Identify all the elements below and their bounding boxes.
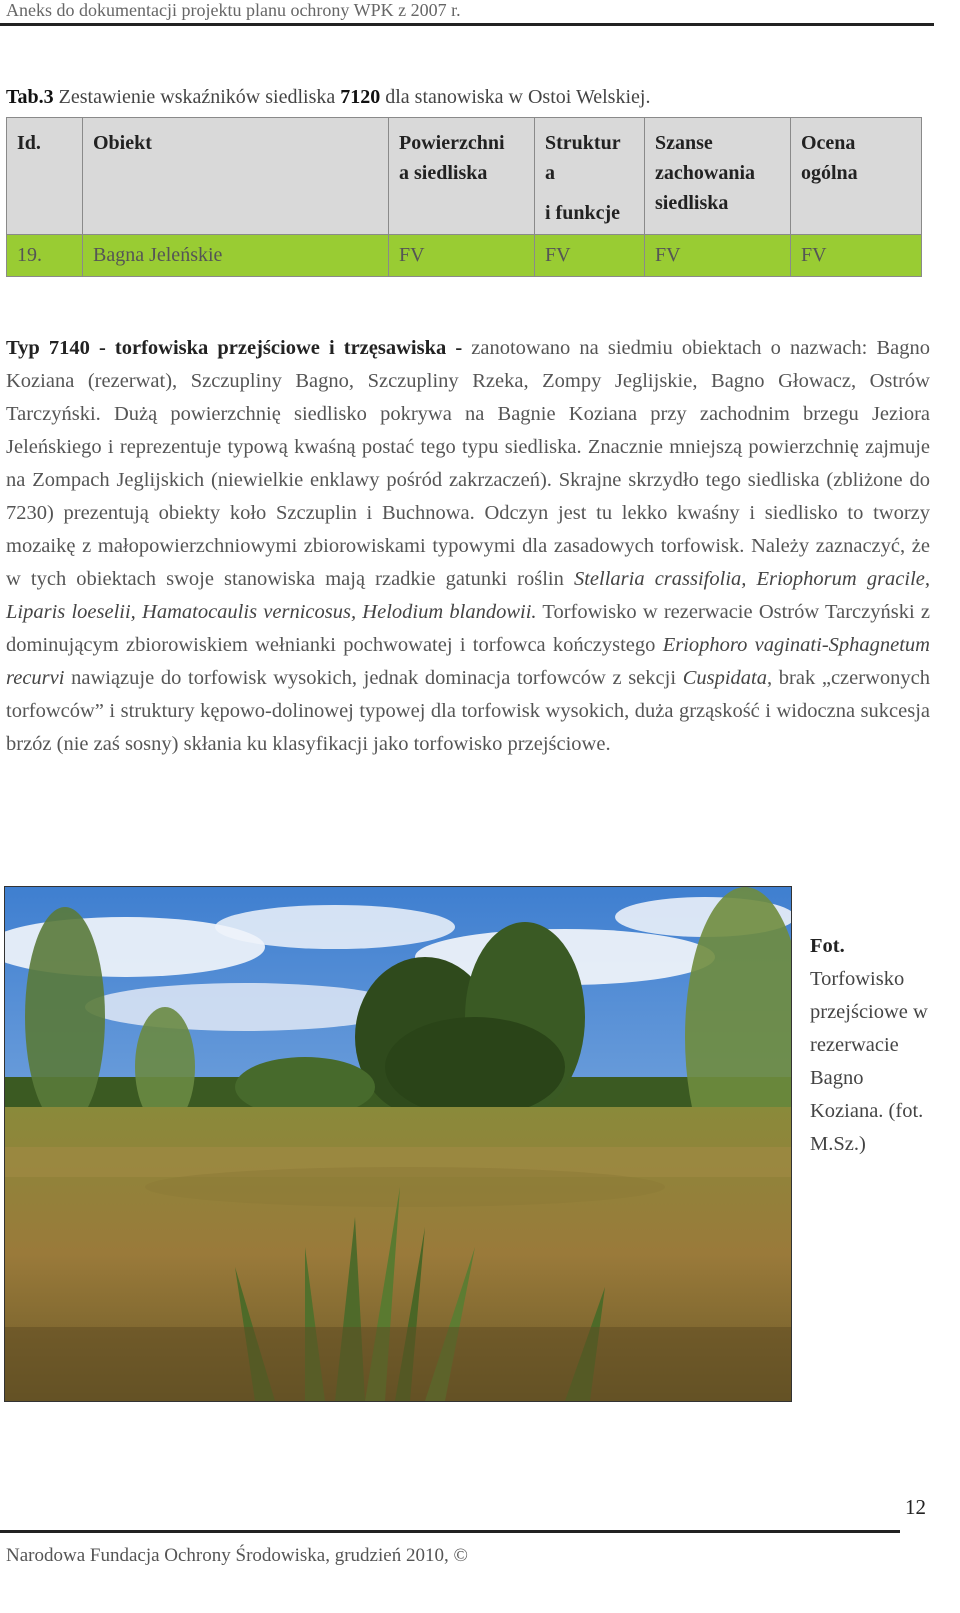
association-name: Eriophoro vaginati-Sphagnetum recurvi bbox=[6, 634, 930, 689]
photo-caption-text: Torfowisko przejściowe w rezerwacie Bagno Koziana. (fot. M.Sz.) bbox=[810, 968, 928, 1155]
header-struktura: Struktur a i funkcje bbox=[535, 118, 645, 235]
cell-szanse: FV bbox=[645, 235, 791, 277]
table-caption bbox=[6, 86, 650, 109]
description-part-2: Torfowisko w rezerwacie Ostrów Tarczyński z dominującym zbiorowiskiem wełnianki pochwowatej i torfowca kończystego bbox=[6, 601, 930, 656]
cell-powierzchnia: FV bbox=[389, 235, 535, 277]
page-number: 12 bbox=[905, 1495, 926, 1519]
habitat-indicator-table bbox=[6, 117, 922, 277]
photo-caption-label: Fot. bbox=[810, 935, 845, 957]
footer-divider bbox=[0, 1530, 900, 1533]
cell-ocena: FV bbox=[791, 235, 922, 277]
header-divider bbox=[0, 23, 934, 26]
header-szanse: Szanse zachowania siedliska bbox=[645, 118, 791, 235]
header-id: Id. bbox=[7, 118, 83, 235]
cell-id: 19. bbox=[7, 235, 83, 277]
table-row bbox=[7, 235, 922, 277]
bog-photo bbox=[4, 886, 792, 1402]
header-obiekt: Obiekt bbox=[83, 118, 389, 235]
header-ocena: Ocena ogólna bbox=[791, 118, 922, 235]
cell-struktura: FV bbox=[535, 235, 645, 277]
caption-text-before: Zestawienie wskaźników siedliska bbox=[53, 86, 341, 108]
description-part-4: , brak „czerwonych torfowców” i struktury kępowo-dolinowej typowej dla torfowisk wysokich, duża grząskość i widoczna sukcesja brzóz (nie zaś sosny) skłania ku klasyfikacji jako torfowisko przejściowe. bbox=[6, 667, 930, 755]
caption-code: 7120 bbox=[340, 86, 381, 108]
running-header: Aneks do dokumentacji projektu planu ochrony WPK z 2007 r. bbox=[6, 0, 461, 20]
section-name: Cuspidata bbox=[682, 667, 767, 689]
footer-text: Narodowa Fundacja Ochrony Środowiska, grudzień 2010, © bbox=[6, 1545, 468, 1566]
header-powierzchnia: Powierzchni a siedliska bbox=[389, 118, 535, 235]
caption-text-after: dla stanowiska w Ostoi Welskiej. bbox=[380, 86, 651, 108]
species-list: Stellaria crassifolia, Eriophorum gracile, Liparis loeselii, Hamatocaulis vernicosus, Helodium blandowii. bbox=[6, 568, 931, 623]
cell-obiekt: Bagna Jeleńskie bbox=[83, 235, 389, 277]
photo-caption bbox=[810, 930, 940, 1161]
table-header-row bbox=[7, 118, 922, 235]
description-part-1: zanotowano na siedmiu obiektach o nazwach: Bagno Koziana (rezerwat), Szczupliny Bagno, Szczupliny Rzeka, Zompy Jeglijskie, Bagno Głowacz, Ostrów Tarczyński. Dużą powierzchnię siedlisko pokrywa na Bagnie Koziana przy zachodnim brzegu Jeziora Jeleńskiego i reprezentuje typową kwaśną postać tego typu siedliska. Znacznie mniejszą powierzchnię zajmuje na Zompach Jeglijskich (niewielkie enklawy pośród zakrzaczeń). Skrajne skrzydło tego siedliska (zbliżone do 7230) prezentują obiekty koło Szczuplin i Buchnowa. Odczyn jest tu lekko kwaśny i siedlisko to tworzy mozaikę z małopowierzchniowymi zbiorowiskami typowymi dla zasadowych torfowisk. Należy zaznaczyć, że w tych obiektach swoje stanowiska mają rzadkie gatunki roślin bbox=[6, 337, 931, 590]
habitat-description bbox=[6, 332, 930, 761]
caption-label: Tab.3 bbox=[6, 86, 54, 108]
description-part-3: nawiązuje do torfowisk wysokich, jednak dominacja torfowców z sekcji bbox=[64, 667, 683, 689]
habitat-heading: Typ 7140 - torfowiska przejściowe i trzęsawiska - bbox=[6, 337, 463, 359]
